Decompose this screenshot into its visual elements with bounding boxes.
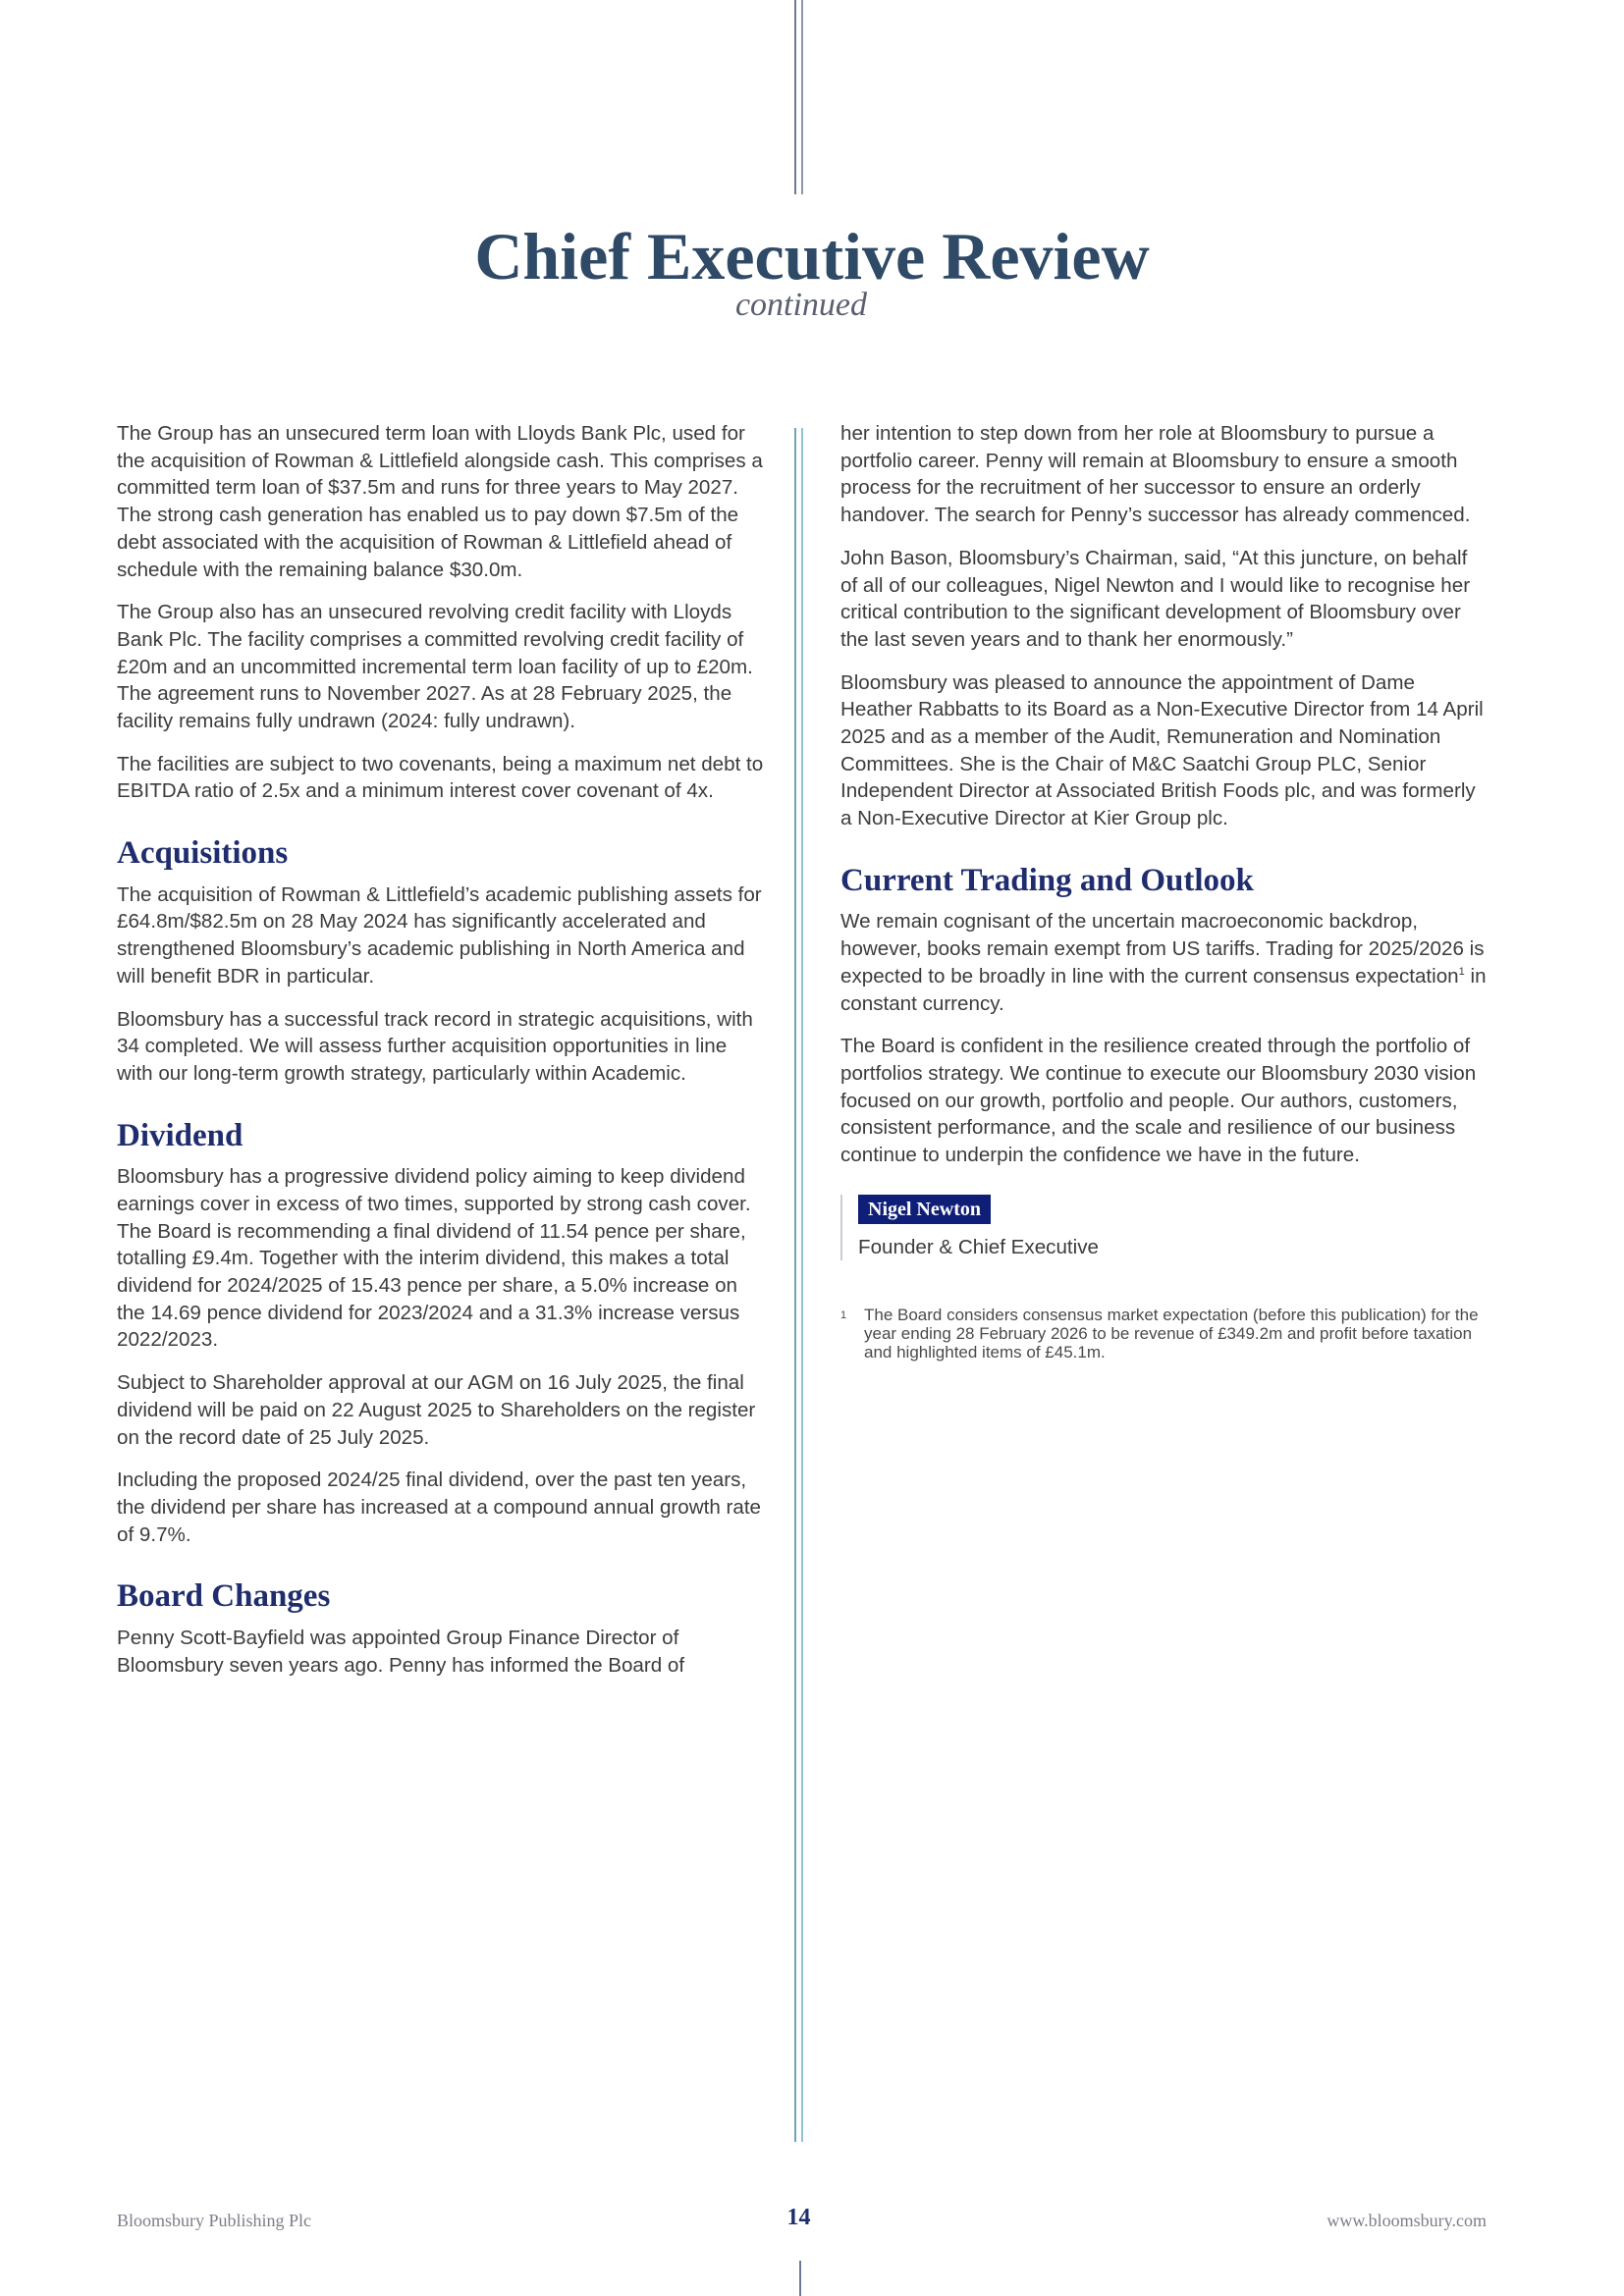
column-divider-left	[794, 428, 796, 2142]
page-number: 14	[786, 2205, 811, 2230]
board-changes-paragraph: Penny Scott-Bayfield was appointed Group Finance Director of Bloomsbury seven years ago. Penny has informed the Board of	[117, 1626, 685, 1677]
left-column	[117, 420, 765, 1694]
outlook-text-before: We remain cognisant of the uncertain macroeconomic backdrop, however, books remain exempt from US tariffs. Trading for 2025/2026 is expected to be broadly in line with the current consensus expectation	[840, 910, 1485, 988]
outlook-paragraph-2: The Board is confident in the resilience created through the portfolio of portfolios strategy. We continue to execute our Bloomsbury 2030 vision focused on our growth, portfolio and people. Our authors, customers, consistent performance, and the scale and resilience of our business continue to underpin the confidence we have in the future.	[840, 1035, 1477, 1167]
column-divider-right	[801, 428, 803, 2142]
credit-facility-paragraph: The Group also has an unsecured revolving credit facility with Lloyds Bank Plc. The facility comprises a committed revolving credit facility of £20m and an uncommitted incremental term loan facility of up to £20m. The agreement runs to November 2027. As at 28 February 2025, the facility remains fully undrawn (2024: fully undrawn).	[117, 601, 753, 733]
board-changes-heading: Board Changes	[117, 1578, 331, 1615]
dividend-paragraph-1: Bloomsbury has a progressive dividend policy aiming to keep dividend earnings cover in excess of two times, supported by strong cash cover. The Board is recommending a final dividend of 11.54 pence per share, totalling £9.4m. Together with the interim dividend, this makes a total dividend for 2024/2025 of 15.43 pence per share, a 5.0% increase on the 14.69 pence dividend for 2023/2024 and a 31.3% increase versus 2022/2023.	[117, 1165, 751, 1352]
footnote-number: 1	[840, 1308, 847, 1321]
dividend-paragraph-3: Including the proposed 2024/25 final dividend, over the past ten years, the dividend per share has increased at a compound annual growth rate of 9.7%.	[117, 1468, 761, 1546]
footnote	[840, 1306, 1489, 1362]
page-title: Chief Executive Review	[474, 219, 1150, 294]
bottom-rule	[799, 2261, 801, 2296]
signatory-name: Nigel Newton	[858, 1195, 991, 1224]
acquisitions-heading: Acquisitions	[117, 835, 289, 872]
term-loan-paragraph: The Group has an unsecured term loan with Lloyds Bank Plc, used for the acquisition of Rowman & Littlefield alongside cash. This comprises a committed term loan of $37.5m and runs for three years to May 2027. The strong cash generation has enabled us to pay down $7.5m of the debt associated with the acquisition of Rowman & Littlefield ahead of schedule with the remaining balance $30.0m.	[117, 422, 763, 581]
top-rule-right	[801, 0, 803, 194]
right-column	[840, 420, 1489, 1362]
appointment-paragraph: Bloomsbury was pleased to announce the appointment of Dame Heather Rabbatts to its Board as a Non-Executive Director from 14 April 2025 and as a member of the Audit, Remuneration and Nomination Committees. She is the Chair of M&C Saatchi Group PLC, Senior Independent Director at Associated British Foods plc, and was formerly a Non-Executive Director at Kier Group plc.	[840, 670, 1484, 830]
footer-publisher: Bloomsbury Publishing Plc	[117, 2211, 312, 2230]
dividend-heading: Dividend	[117, 1117, 244, 1153]
dividend-paragraph-2: Subject to Shareholder approval at our AGM on 16 July 2025, the final dividend will be paid on 22 August 2025 to Shareholders on the register on the record date of 25 July 2025.	[117, 1371, 756, 1449]
page-subtitle: continued	[734, 287, 868, 323]
top-rule-left	[794, 0, 796, 194]
acquisitions-paragraph-2: Bloomsbury has a successful track record in strategic acquisitions, with 34 completed. We will assess further acquisition opportunities in line with our long-term growth strategy, particularly within Academic.	[117, 1007, 753, 1085]
chairman-quote-paragraph: John Bason, Bloomsbury’s Chairman, said, “At this juncture, on behalf of all of our colleagues, Nigel Newton and I would like to recognise her critical contribution to the significant development of Bloomsbury over the last seven years and to thank her enormously.”	[840, 546, 1471, 651]
signatory-role: Founder & Chief Executive	[858, 1235, 1099, 1258]
outlook-paragraph-1	[840, 908, 1489, 1017]
covenants-paragraph: The facilities are subject to two covenants, being a maximum net debt to EBITDA ratio of 2.5x and a minimum interest cover covenant of 4x.	[117, 752, 764, 803]
board-changes-continued-paragraph: her intention to step down from her role at Bloomsbury to pursue a portfolio career. Penny will remain at Bloomsbury to ensure a smooth process for the recruitment of her successor to ensure an orderly handover. The search for Penny’s successor has already commenced.	[840, 422, 1471, 527]
footnote-text: The Board considers consensus market expectation (before this publication) for the year ending 28 February 2026 to be revenue of £349.2m and profit before taxation and highlighted items of £45.1m.	[864, 1305, 1479, 1362]
outlook-text-after: in constant currency.	[840, 964, 1487, 1015]
acquisitions-paragraph-1: The acquisition of Rowman & Littlefield’s academic publishing assets for £64.8m/$82.5m on 28 May 2024 has significantly accelerated and strengthened Bloomsbury’s academic publishing in North America and will benefit BDR in particular.	[117, 882, 762, 988]
signature-block	[840, 1195, 1489, 1260]
footer-website: www.bloomsbury.com	[1326, 2211, 1487, 2230]
outlook-heading: Current Trading and Outlook	[840, 862, 1254, 898]
footnote-reference: 1	[1458, 965, 1465, 978]
